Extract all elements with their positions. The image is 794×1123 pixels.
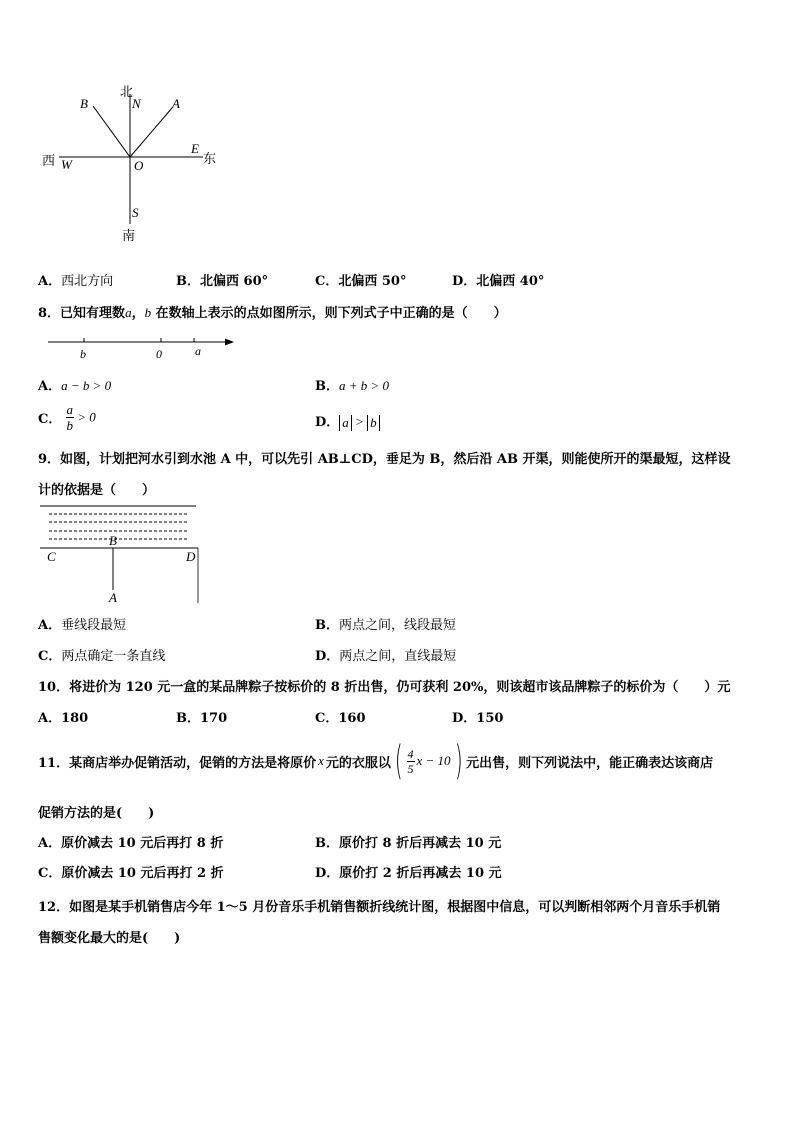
label-S: S [132, 205, 139, 220]
q10-stem: 10．将进价为 120 元一盒的某品牌粽子按标价的 8 折出售，仍可获利 20%，则该超市该品牌粽子的标价为（ ）元 [38, 680, 731, 695]
river-figure [38, 503, 200, 605]
q10-option-a[interactable]: A．180 [38, 711, 89, 726]
axis-label-zero: 0 [156, 347, 162, 361]
q11-option-a[interactable]: A．原价减去 10 元后再打 8 折 [38, 836, 224, 851]
right-paren: ) [454, 738, 463, 784]
q9-option-d[interactable]: D．两点之间，直线最短 [315, 649, 457, 664]
q9-option-a[interactable]: A．垂线段最短 [38, 618, 127, 633]
axis-label-a: a [195, 344, 201, 358]
q9-option-c[interactable]: C．两点确定一条直线 [38, 649, 166, 664]
q11-stem-line2: 促销方法的是( ) [38, 806, 155, 821]
label-B: B [80, 96, 88, 111]
q8-option-c[interactable]: C． $\frac{a}{b}$ > 0 [38, 402, 96, 433]
q9-option-b[interactable]: B．两点之间，线段最短 [315, 618, 457, 633]
fraction-a-over-b: $\frac{a}{b}$ [66, 402, 73, 433]
q11-stem-line1: 11．某商店举办促销活动，促销的方法是将原价 x 元的衣服以 ( $\frac{4}{5}$ x − 10 ) 元出售，则下列说法中，能正确表达该商店 [38, 738, 714, 784]
q11-option-d[interactable]: D．原价打 2 折后再减去 10 元 [315, 866, 502, 881]
q11-option-c[interactable]: C．原价减去 10 元后再打 2 折 [38, 866, 224, 881]
q8-stem: 8．已知有理数a，b 在数轴上表示的点如图所示，则下列式子中正确的是（ ） [38, 305, 507, 321]
label-north: 北 [120, 85, 134, 100]
river-label-b: B [109, 533, 117, 548]
axis-label-b: b [80, 347, 86, 361]
q9-stem-line2: 计的依据是（ ） [38, 483, 156, 498]
q10-option-d[interactable]: D．150 [452, 711, 504, 726]
q7-option-a[interactable]: A．西北方向 [38, 274, 114, 289]
label-N: N [132, 96, 141, 111]
q8-option-a[interactable]: A．a − b > 0 [38, 378, 112, 394]
label-E: E [191, 141, 199, 156]
q7-option-c[interactable]: C．北偏西 50° [315, 274, 407, 289]
q10-option-c[interactable]: C．160 [315, 711, 366, 726]
label-east: 东 [203, 152, 217, 167]
q11-option-b[interactable]: B．原价打 8 折后再减去 10 元 [315, 836, 502, 851]
q7-option-d[interactable]: D．北偏西 40° [452, 274, 545, 289]
q8-option-b[interactable]: B．a + b > 0 [315, 378, 390, 394]
label-west: 西 [42, 154, 56, 169]
left-paren: ( [394, 738, 403, 784]
q10-option-b[interactable]: B．170 [176, 711, 228, 726]
label-south: 南 [122, 229, 136, 244]
river-label-a: A [109, 590, 117, 605]
river-label-c: C [47, 549, 56, 564]
fraction-4-over-5: $\frac{4}{5}$ [407, 746, 414, 776]
q12-stem-line1: 12．如图是某手机销售店今年 1～5 月份音乐手机销售额折线统计图，根据图中信息，可以判断相邻两个月音乐手机销 [38, 900, 721, 915]
q9-stem-line1: 9．如图，计划把河水引到水池 A 中，可以先引 AB⊥CD，垂足为 B，然后沿 AB 开渠，则能使所开的渠最短，这样设 [38, 452, 731, 467]
number-line [46, 334, 236, 350]
q12-stem-line2: 售额变化最大的是( ) [38, 931, 181, 946]
label-A: A [172, 96, 180, 111]
q8-option-d[interactable]: D． a > b [315, 411, 380, 431]
q7-option-b[interactable]: B．北偏西 60° [176, 274, 269, 289]
river-label-d: D [186, 549, 196, 564]
label-O: O [134, 158, 144, 173]
label-W: W [61, 157, 72, 172]
